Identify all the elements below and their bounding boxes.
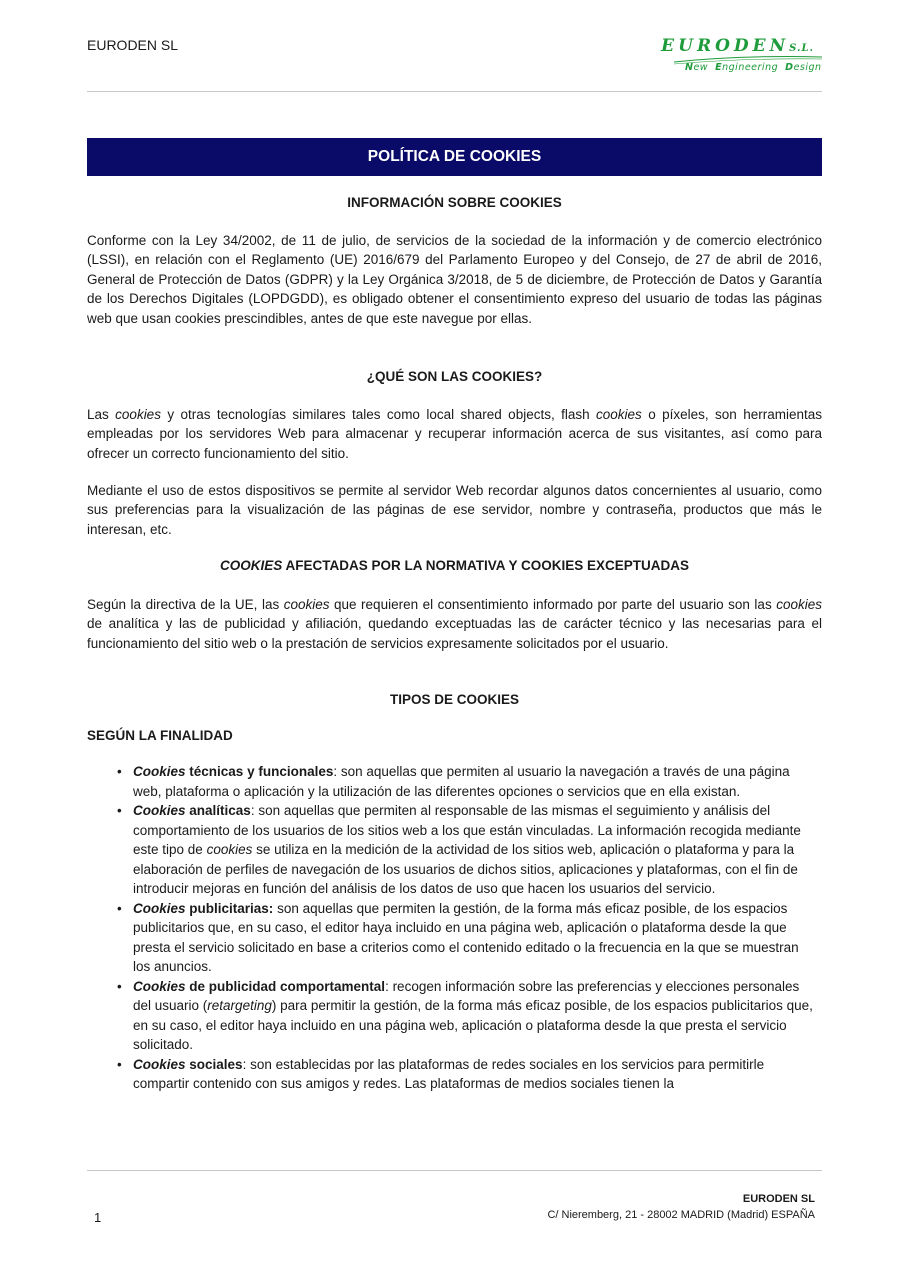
header-company-name: EURODEN SL	[87, 37, 179, 53]
what-paragraph-2: Mediante el uso de estos dispositivos se permite al servidor Web recordar algunos datos concernientes al usuario, como sus preferencias para la visualización de las páginas de ese servidor, nombre y contraseña, productos que más le interesan, etc.	[87, 483, 822, 537]
footer-divider	[87, 1170, 822, 1171]
header-divider	[87, 91, 822, 92]
purpose-heading: SEGÚN LA FINALIDAD	[87, 728, 233, 743]
list-item: • Cookies analíticas: son aquellas que permiten al responsable de las mismas el seguimiento y análisis del comportamiento de los usuarios de los sitios web a los que están vinculadas. La información recogida mediante este tipo de cookies se utiliza en la medición de la actividad de los sitios web, aplicación o plataforma y para la elaboración de perfiles de navegación de los usuarios de dichos sitios, aplicaciones y plataformas, con el fin de introducir mejoras en función del análisis de los datos de uso que hacen los usuarios del servicio.	[117, 803, 801, 896]
cookie-types-list	[117, 762, 817, 1094]
page-number: 1	[94, 1210, 102, 1225]
footer-address: C/ Nieremberg, 21 - 28002 MADRID (Madrid) ESPAÑA	[547, 1209, 815, 1221]
list-item: • Cookies técnicas y funcionales: son aquellas que permiten al usuario la navegación a través de una página web, plataforma o aplicación y la utilización de las diferentes opciones o servicios que en ella existan.	[117, 764, 790, 799]
what-heading: ¿QUÉ SON LAS COOKIES?	[366, 369, 543, 384]
list-item: • Cookies de publicidad comportamental: recogen información sobre las preferencias y elecciones personales del usuario (retargeting) para permitir la gestión, de la forma más eficaz posible, de los espacios publicitarios que, en su caso, el editor haya incluido en una página web, aplicación o plataforma desde la que presta el servicio solicitado.	[117, 978, 813, 1052]
page-title: POLÍTICA DE COOKIES	[87, 138, 822, 176]
euroden-logo	[661, 36, 824, 82]
logo-tagline: New Engineering Design	[685, 62, 822, 73]
logo-wordmark: EURODENS.L.	[661, 36, 814, 56]
info-paragraph: Conforme con la Ley 34/2002, de 11 de julio, de servicios de la sociedad de la información y de comercio electrónico (LSSI), en relación con el Reglamento (UE) 2016/679 del Parlamento Europeo y del Consejo, de 27 de abril de 2016, General de Protección de Datos (GDPR) y la Ley Orgánica 3/2018, de 5 de diciembre, de Protección de Datos y Garantía de los Derechos Digitales (LOPDGDD), es obligado obtener el consentimiento expreso del usuario de todas las páginas web que usan cookies prescindibles, antes de que este navegue por ellas.	[87, 233, 822, 326]
list-item: • Cookies sociales: son establecidas por las plataformas de redes sociales en los servicios para permitirle compartir contenido con sus amigos y redes. Las plataformas de medios sociales tienen la	[117, 1056, 765, 1091]
affected-paragraph: Según la directiva de la UE, las cookies que requieren el consentimiento informado por parte del usuario son las cookies de analítica y las de publicidad y afiliación, quedando exceptuadas las de carácter técnico y las necesarias para el funcionamiento del sitio web o la prestación de servicios expresamente solicitados por el usuario.	[87, 597, 822, 651]
affected-heading: COOKIES AFECTADAS POR LA NORMATIVA Y COOKIES EXCEPTUADAS	[219, 558, 690, 573]
list-item: • Cookies publicitarias: son aquellas que permiten la gestión, de la forma más eficaz posible, de los espacios publicitarios que, en su caso, el editor haya incluido en una página web, aplicación o plataforma desde la que presta el servicio solicitado en base a criterios como el contenido editado o la frecuencia en la que se muestran los anuncios.	[117, 900, 799, 974]
footer-company-name: EURODEN SL	[742, 1193, 815, 1205]
what-paragraph-1: Las cookies y otras tecnologías similares tales como local shared objects, flash cookies o píxeles, son herramientas empleadas por los servidores Web para almacenar y recuperar información acerca de sus visitantes, así como para ofrecer un correcto funcionamiento del sitio.	[87, 407, 822, 461]
info-heading: INFORMACIÓN SOBRE COOKIES	[347, 195, 562, 210]
types-heading: TIPOS DE COOKIES	[389, 692, 520, 707]
